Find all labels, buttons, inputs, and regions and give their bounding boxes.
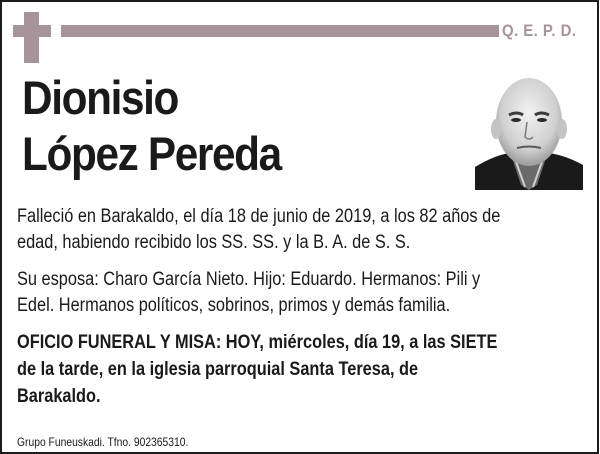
first-name: Dionisio <box>22 71 179 124</box>
cross-icon <box>24 12 39 63</box>
text-line: Falleció en Barakaldo, el día 18 de junio de 2019, a los 82 años de <box>17 206 501 227</box>
funeral-service-paragraph <box>17 329 497 410</box>
header-divider-bar <box>61 25 499 37</box>
text-line: OFICIO FUNERAL Y MISA: HOY, miércoles, día 19, a las SIETE <box>17 332 498 353</box>
funeral-home-footer: Grupo Funeuskadi. Tfno. 902365310. <box>17 435 189 449</box>
text-line: de la tarde, en la iglesia parroquial Santa Teresa, de <box>17 359 419 380</box>
portrait-photo <box>475 67 583 190</box>
cross-icon-arm <box>13 25 51 37</box>
qepd-label: Q. E. P. D. <box>502 21 577 40</box>
family-paragraph <box>17 267 480 319</box>
text-line: Su esposa: Charo García Nieto. Hijo: Eduardo. Hermanos: Pili y <box>17 269 481 290</box>
deceased-name <box>22 70 281 182</box>
text-line: Barakaldo. <box>17 386 101 407</box>
death-details-paragraph <box>17 204 500 256</box>
text-line: Edel. Hermanos políticos, sobrinos, primos y demás familia. <box>17 295 451 316</box>
text-line: edad, habiendo recibido los SS. SS. y la B. A. de S. S. <box>17 232 411 253</box>
surname: López Pereda <box>22 127 281 180</box>
